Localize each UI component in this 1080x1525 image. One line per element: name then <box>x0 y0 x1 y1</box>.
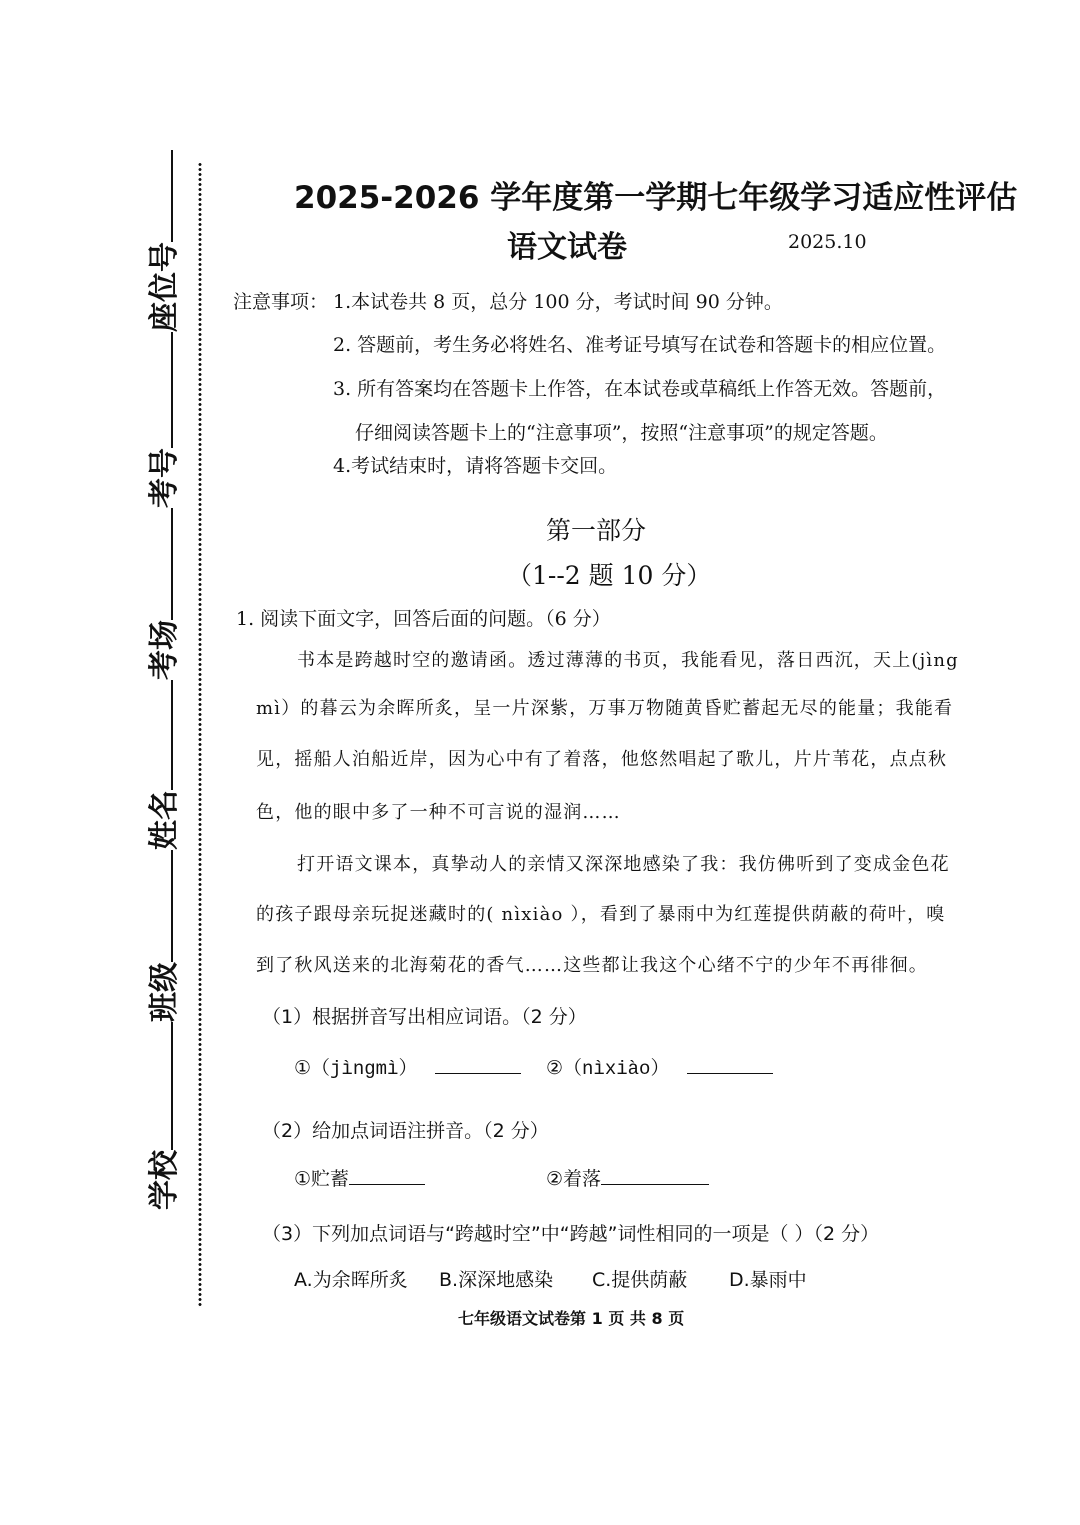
exam-number-field[interactable] <box>171 332 173 448</box>
school-field[interactable] <box>171 1022 173 1150</box>
notice-item-1: 1.本试卷共 8 页，总分 100 分，考试时间 90 分钟。 <box>333 291 783 313</box>
sub-question-2-prompt: （2）给加点词语注拼音。（2 分） <box>262 1120 549 1142</box>
exam-room-field[interactable] <box>171 508 173 620</box>
exam-title: 2025-2026 学年度第一学期七年级学习适应性评估 <box>294 180 1018 216</box>
footer-mid: 页 共 <box>608 1309 646 1328</box>
passage-line-1: 书本是跨越时空的邀请函。透过薄薄的书页，我能看见，落日西沉，天上(jìng <box>297 650 959 671</box>
notice-item-3-cont: 仔细阅读答题卡上的“注意事项”，按照“注意事项”的规定答题。 <box>355 422 888 444</box>
notice-label: 注意事项： <box>233 291 329 313</box>
notice-item-2: 2. 答题前，考生务必将姓名、准考证号填写在试卷和答题卡的相应位置。 <box>333 334 947 356</box>
passage-line-7: 到了秋风送来的北海菊花的香气……这些都让我这个心绪不宁的少年不再徘徊。 <box>256 955 928 976</box>
section-range: （1--2 题 10 分） <box>507 561 712 590</box>
footer-page-number: 1 <box>591 1309 603 1328</box>
passage-line-5: 打开语文课本，真挚动人的亲情又深深地感染了我：我仿佛听到了变成金色花 <box>297 854 950 875</box>
footer-total-pages: 8 <box>651 1309 663 1328</box>
pinyin-nixiao: ②（nìxiào） <box>546 1058 670 1080</box>
seat-number-field[interactable] <box>171 150 173 242</box>
sub-question-3-prompt: （3）下列加点词语与“跨越时空”中“跨越”词性相同的一项是（ ）（2 分） <box>262 1223 880 1245</box>
sub-question-1-prompt: （1）根据拼音写出相应词语。（2 分） <box>262 1006 587 1028</box>
passage-line-6: 的孩子跟母亲玩捉迷藏时的( nìxiào ），看到了暴雨中为红莲提供荫蔽的荷叶，嗅 <box>256 904 946 925</box>
exam-subject: 语文试卷 <box>507 230 627 265</box>
class-field[interactable] <box>171 850 173 962</box>
exam-date: 2025.10 <box>788 231 867 253</box>
school-label: 学校 <box>147 1150 182 1210</box>
exam-room-label: 考场 <box>147 620 182 680</box>
answer-blank-1-2[interactable] <box>687 1073 773 1074</box>
option-c[interactable]: C.提供荫蔽 <box>592 1269 688 1291</box>
passage-line-3: 见，摇船人泊船近岸，因为心中有了着落，他悠然唱起了歌儿，片片苇花，点点秋 <box>256 749 948 770</box>
binding-dotted-line <box>198 162 202 1307</box>
page-footer <box>458 1306 684 1329</box>
question-1-stem: 1. 阅读下面文字，回答后面的问题。（6 分） <box>236 608 611 630</box>
passage-line-2: mì）的暮云为余晖所炙，呈一片深紫，万事万物随黄昏贮蓄起无尽的能量；我能看 <box>256 698 954 719</box>
sub-question-2-item-1 <box>294 1164 425 1191</box>
class-label: 班级 <box>147 962 182 1022</box>
name-label: 姓名 <box>147 790 182 850</box>
word-zhuoluo: ②着落 <box>546 1168 602 1190</box>
name-field[interactable] <box>171 680 173 790</box>
notice-item-4: 4.考试结束时，请将答题卡交回。 <box>333 455 618 477</box>
sub-question-1-item-2 <box>546 1053 773 1080</box>
option-b[interactable]: B.深深地感染 <box>439 1269 554 1291</box>
pinyin-jingmi: ①（jìngmì） <box>294 1058 418 1080</box>
seat-number-label: 座位号 <box>147 242 182 332</box>
option-a[interactable]: A.为余晖所炙 <box>294 1269 408 1291</box>
footer-suffix: 页 <box>668 1309 685 1328</box>
answer-blank-2-2[interactable] <box>601 1184 709 1185</box>
notice-item-3: 3. 所有答案均在答题卡上作答，在本试卷或草稿纸上作答无效。答题前， <box>333 378 947 400</box>
word-zhuxu: ①贮蓄 <box>294 1168 350 1190</box>
answer-blank-1-1[interactable] <box>435 1073 521 1074</box>
section-title: 第一部分 <box>546 516 647 545</box>
footer-prefix: 七年级语文试卷第 <box>458 1309 587 1328</box>
option-d[interactable]: D.暴雨中 <box>729 1269 807 1291</box>
binding-margin-fields <box>148 150 182 1210</box>
sub-question-2-item-2 <box>546 1164 709 1191</box>
passage-line-4: 色，他的眼中多了一种不可言说的湿润…… <box>256 802 621 823</box>
exam-number-label: 考号 <box>147 448 182 508</box>
sub-question-1-item-1 <box>294 1053 521 1080</box>
answer-blank-2-1[interactable] <box>349 1184 425 1185</box>
